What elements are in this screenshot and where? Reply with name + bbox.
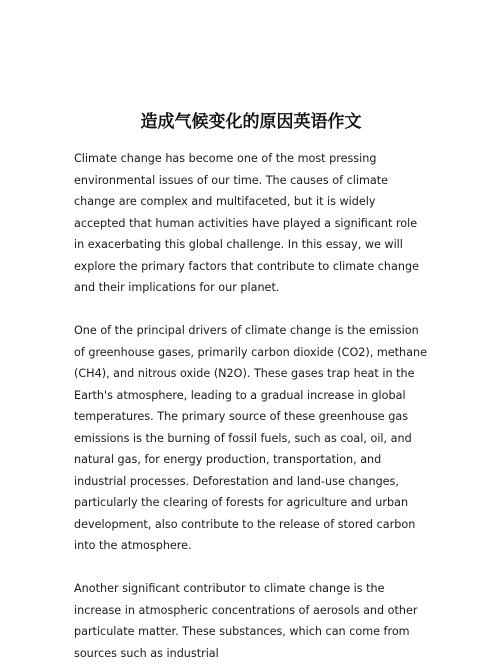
document-title: 造成气候变化的原因英语作文 — [140, 112, 362, 132]
paragraph-1: Climate change has become one of the most pressing environmental issues of our time. The causes of climate change are complex and multifaceted, but it is widely accepted that human activities have played a significant role in exacerbating this global challenge. In this essay, we will explore the primary factors that contribute to climate change and their implications for our planet. — [74, 152, 419, 294]
document-body — [74, 148, 430, 664]
paragraph-2: One of the principal drivers of climate change is the emission of greenhouse gases, primarily carbon dioxide (CO2), methane (CH4), and nitrous oxide (N2O). These gases trap heat in the Earth's atmosphere, leading to a gradual increase in global temperatures. The primary source of these greenhouse gas emissions is the burning of fossil fuels, such as coal, oil, and natural gas, for energy production, transportation, and industrial processes. Deforestation and land-use changes, particularly the clearing of forests for agriculture and urban development, also contribute to the release of stored carbon into the atmosphere. — [74, 324, 427, 552]
paragraph-3: Another significant contributor to climate change is the increase in atmospheric concentrations of aerosols and other particulate matter. These substances, which can come from sources such as industrial — [74, 582, 418, 660]
